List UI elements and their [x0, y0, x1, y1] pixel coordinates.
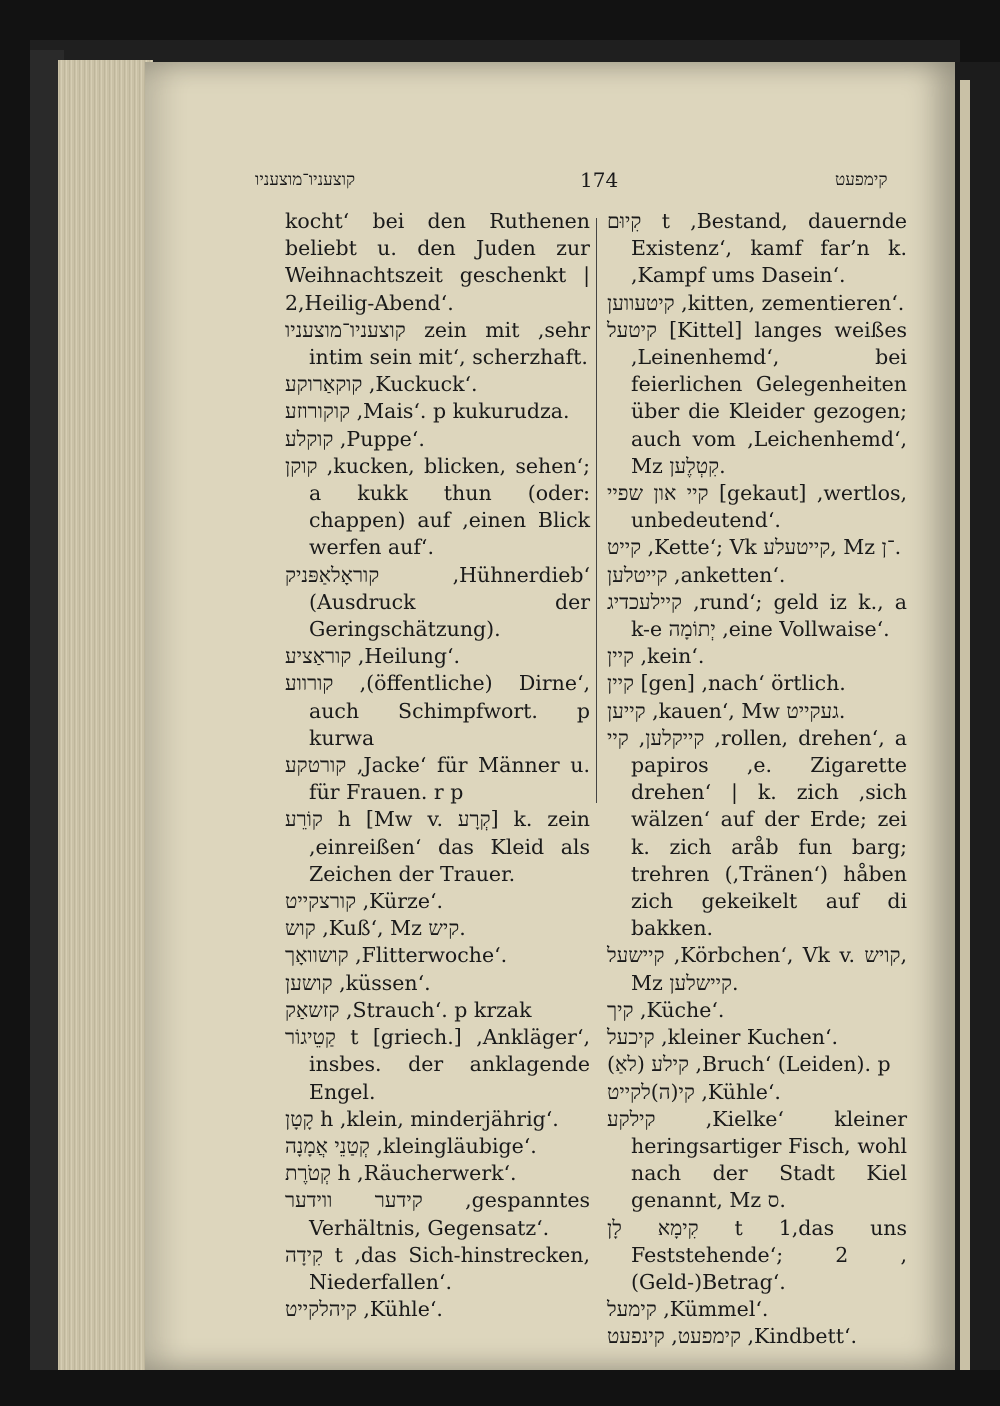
dictionary-entry: קימפעט, קינפעט ,Kindbett‘. [607, 1324, 857, 1349]
dictionary-entry: קיטעל [Kittel] langes weißes ,Leinenhemd‘, bei feierlichen Gelegenheiten über die Kleider gezogen; auch vom ,Leichenhemd‘, Mz קִטְלֶען. [607, 317, 907, 478]
dictionary-entry: קיין ,kein‘. [607, 644, 705, 669]
dictionary-entry: קוצעניו־מוצעניו zein mit ,sehr intim sein mit‘, scherzhaft. [285, 317, 590, 370]
dictionary-entry: קִימָא לָן t 1,das uns Feststehende‘; 2 ,(Geld-)Betrag‘. [607, 1215, 907, 1294]
page-stack-edges [58, 60, 153, 1370]
dictionary-entry: קִיוּם t ,Bestand, dauernde Existenz‘, kamf far’n k. ,Kampf ums Dasein‘. [607, 209, 907, 288]
dictionary-entry: קייט ,Kette‘; Vk קייטעלע, Mz ־ן. [607, 535, 902, 560]
running-head-right: קימפעט [835, 170, 888, 190]
dictionary-entry: קיין [gen] ,nach‘ örtlich. [607, 671, 846, 696]
dictionary-entry: קיהלקייט ,Kühle‘. [285, 1297, 443, 1322]
dictionary-entry: קזשאַק ,Strauch‘. p krzak [285, 997, 532, 1022]
dictionary-entry: קי(ה)לקייט ,Kühle‘. [607, 1079, 781, 1104]
dictionary-entry: kocht‘ bei den Ruthenen beliebt u. den Juden zur Weihnachtszeit geschenkt | 2,Heilig-Abend‘. [285, 209, 590, 315]
dictionary-entry: קורטקע ,Jacke‘ für Männer u. für Frauen. r p [285, 753, 590, 805]
column-divider [596, 218, 597, 803]
dictionary-entry: קוראָלאַפּניק ,Hühnerdieb‘ (Ausdruck der Geringschätzung). [285, 562, 590, 642]
dictionary-entry: קוקלע ,Puppe‘. [285, 426, 425, 451]
dictionary-entry: קייקלען, קיי ,rollen, drehen‘, a papiros ,e. Zigarette drehen‘ | k. zich ,sich wälzen‘ auf der Erde; zei k. zich aråb fun barg; trehren (,Tränen‘) håben zich gekeikelt auf di bakken. [607, 725, 907, 941]
facing-page-edge [960, 80, 970, 1370]
dictionary-entry: קושוואָך ,Flitterwoche‘. [285, 943, 508, 968]
dictionary-entry: קושען ,küssen‘. [285, 970, 431, 995]
dictionary-entry: קידער ווידער ,gespanntes Verhältnis, Gegensatz‘. [285, 1188, 590, 1240]
dictionary-entry: קוראַציע ,Heilung‘. [285, 644, 461, 669]
dictionary-entry: קיילעכדיג ,rund‘; geld iz k., a k-e יְתוֹמָה ,eine Vollwaise‘. [607, 589, 907, 642]
running-head-left: קוצעניו־מוצעניו [255, 170, 356, 190]
dictionary-entry: קייטלען ,anketten‘. [607, 562, 786, 587]
left-column [285, 208, 590, 1323]
dictionary-entry: קימעל ,Kümmel‘. [607, 1297, 769, 1322]
dictionary-entry: קוקורוזע ,Mais‘. p kukurudza. [285, 399, 570, 424]
dictionary-entry: קְטַנֵי אֲמָנָה ,kleingläubige‘. [285, 1133, 537, 1158]
dictionary-entry: קילקע ,Kielke‘ kleiner heringsartiger Fisch, wohl nach der Stadt Kiel genannt, Mz ס. [607, 1106, 907, 1213]
dictionary-entry: קִידָה t ,das Sich-hinstrecken, Niederfallen‘. [285, 1242, 590, 1294]
dictionary-entry: קוקן ,kucken, blicken, sehen‘; a kukk thun (oder: chappen) auf ,einen Blick werfen auf‘. [285, 453, 590, 560]
dictionary-entry: קיך ,Küche‘. [607, 997, 725, 1022]
dictionary-entry: קָטָן h ,klein, minderjährig‘. [285, 1106, 559, 1131]
dictionary-entry: קוש ,Kuß‘, Mz קיש. [285, 916, 466, 941]
dictionary-entry: קוֹרֵע h [Mw v. קְרָע] k. zein ,einreißen‘ das Kleid als Zeichen der Trauer. [285, 807, 590, 886]
dictionary-entry: קיישעל ,Körbchen‘, Vk v. קויש, Mz קיישלען. [607, 943, 907, 995]
page-number: 174 [580, 168, 619, 192]
dictionary-entry: קילע (לאַ) ,Bruch‘ (Leiden). p [607, 1052, 891, 1077]
dictionary-entry: קַטֵיגוֹר t [griech.] ,Ankläger‘, insbes. der anklagende Engel. [285, 1025, 590, 1104]
dictionary-entry: קיטעווען ,kitten, zementieren‘. [607, 290, 905, 315]
dictionary-entry: קוקאַרוקע ,Kuckuck‘. [285, 372, 478, 397]
dictionary-entry: קְטֹרֶת h ,Räucherwerk‘. [285, 1161, 517, 1186]
right-column [607, 208, 907, 1351]
dictionary-entry: קיי און שפיי [gekaut] ,wertlos, unbedeutend‘. [607, 481, 907, 533]
dictionary-entry: קיכעל ,kleiner Kuchen‘. [607, 1025, 839, 1050]
dictionary-entry: קורצקייט ,Kürze‘. [285, 889, 444, 914]
dictionary-entry: קורווע ,(öffentliche) Dirne‘, auch Schimpfwort. p kurwa [285, 671, 590, 750]
dictionary-entry: קייען ,kauen‘, Mw געקייט. [607, 698, 846, 723]
